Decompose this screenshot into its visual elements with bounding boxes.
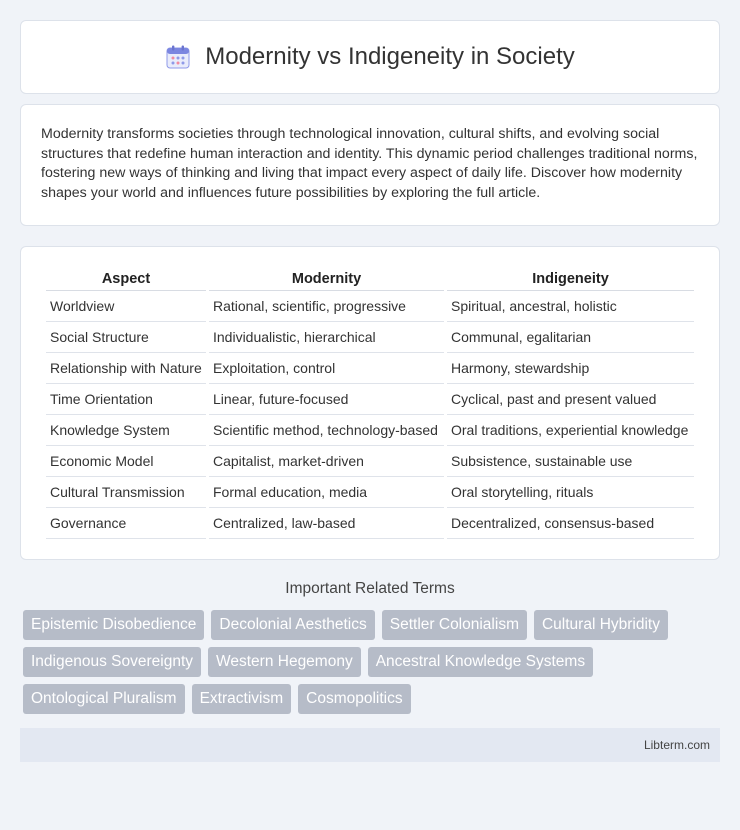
table-row: [46, 353, 694, 384]
related-term-tag[interactable]: Decolonial Aesthetics: [211, 610, 374, 640]
table-cell-modernity: Scientific method, technology-based: [209, 415, 444, 446]
table-cell-aspect: Cultural Transmission: [46, 477, 206, 508]
table-cell-indigeneity: Subsistence, sustainable use: [447, 446, 694, 477]
title-card: [20, 20, 720, 94]
table-cell-modernity: Centralized, law-based: [209, 508, 444, 539]
related-terms-title: Important Related Terms: [285, 580, 455, 597]
comparison-table: [43, 265, 697, 539]
table-cell-modernity: Linear, future-focused: [209, 384, 444, 415]
table-cell-aspect: Economic Model: [46, 446, 206, 477]
table-row: [46, 446, 694, 477]
table-row: [46, 415, 694, 446]
table-cell-modernity: Capitalist, market-driven: [209, 446, 444, 477]
table-cell-indigeneity: Communal, egalitarian: [447, 322, 694, 353]
table-cell-indigeneity: Spiritual, ancestral, holistic: [447, 291, 694, 322]
intro-text: Modernity transforms societies through technological innovation, cultural shifts, and evolving social structures that redefine human interaction and identity. This dynamic period challenges traditional norms, fostering new ways of thinking and living that impact every aspect of daily life. Discover how modernity shapes your world and influences future possibilities by exploring the full article.: [41, 126, 698, 201]
table-row: [46, 477, 694, 508]
footer: [20, 728, 720, 762]
column-header-modernity: Modernity: [209, 265, 444, 291]
table-row: [46, 291, 694, 322]
table-cell-modernity: Exploitation, control: [209, 353, 444, 384]
table-cell-indigeneity: Harmony, stewardship: [447, 353, 694, 384]
related-term-tag[interactable]: Ontological Pluralism: [23, 684, 185, 714]
table-cell-modernity: Individualistic, hierarchical: [209, 322, 444, 353]
table-cell-aspect: Relationship with Nature: [46, 353, 206, 384]
related-term-tag[interactable]: Indigenous Sovereignty: [23, 647, 201, 677]
comparison-table-card: [20, 246, 720, 560]
related-term-tag[interactable]: Ancestral Knowledge Systems: [368, 647, 593, 677]
table-cell-aspect: Worldview: [46, 291, 206, 322]
table-cell-modernity: Formal education, media: [209, 477, 444, 508]
related-term-tag[interactable]: Cosmopolitics: [298, 684, 410, 714]
table-cell-aspect: Social Structure: [46, 322, 206, 353]
page-title: Modernity vs Indigeneity in Society: [205, 43, 575, 70]
table-row: [46, 322, 694, 353]
column-header-aspect: Aspect: [46, 265, 206, 291]
table-cell-indigeneity: Decentralized, consensus-based: [447, 508, 694, 539]
table-header-row: [46, 265, 694, 291]
table-cell-indigeneity: Cyclical, past and present valued: [447, 384, 694, 415]
table-cell-modernity: Rational, scientific, progressive: [209, 291, 444, 322]
table-cell-aspect: Knowledge System: [46, 415, 206, 446]
table-row: [46, 508, 694, 539]
related-term-tag[interactable]: Western Hegemony: [208, 647, 361, 677]
table-row: [46, 384, 694, 415]
table-cell-aspect: Governance: [46, 508, 206, 539]
footer-brand-link[interactable]: Libterm.com: [643, 738, 710, 752]
table-cell-aspect: Time Orientation: [46, 384, 206, 415]
related-term-tag[interactable]: Epistemic Disobedience: [23, 610, 204, 640]
table-cell-indigeneity: Oral traditions, experiential knowledge: [447, 415, 694, 446]
related-terms-list: [20, 610, 720, 714]
related-term-tag[interactable]: Settler Colonialism: [382, 610, 527, 640]
column-header-indigeneity: Indigeneity: [447, 265, 694, 291]
calendar-icon: [165, 44, 191, 70]
related-term-tag[interactable]: Extractivism: [192, 684, 292, 714]
intro-card: [20, 104, 720, 226]
table-cell-indigeneity: Oral storytelling, rituals: [447, 477, 694, 508]
related-terms-section: [20, 580, 720, 714]
related-term-tag[interactable]: Cultural Hybridity: [534, 610, 668, 640]
